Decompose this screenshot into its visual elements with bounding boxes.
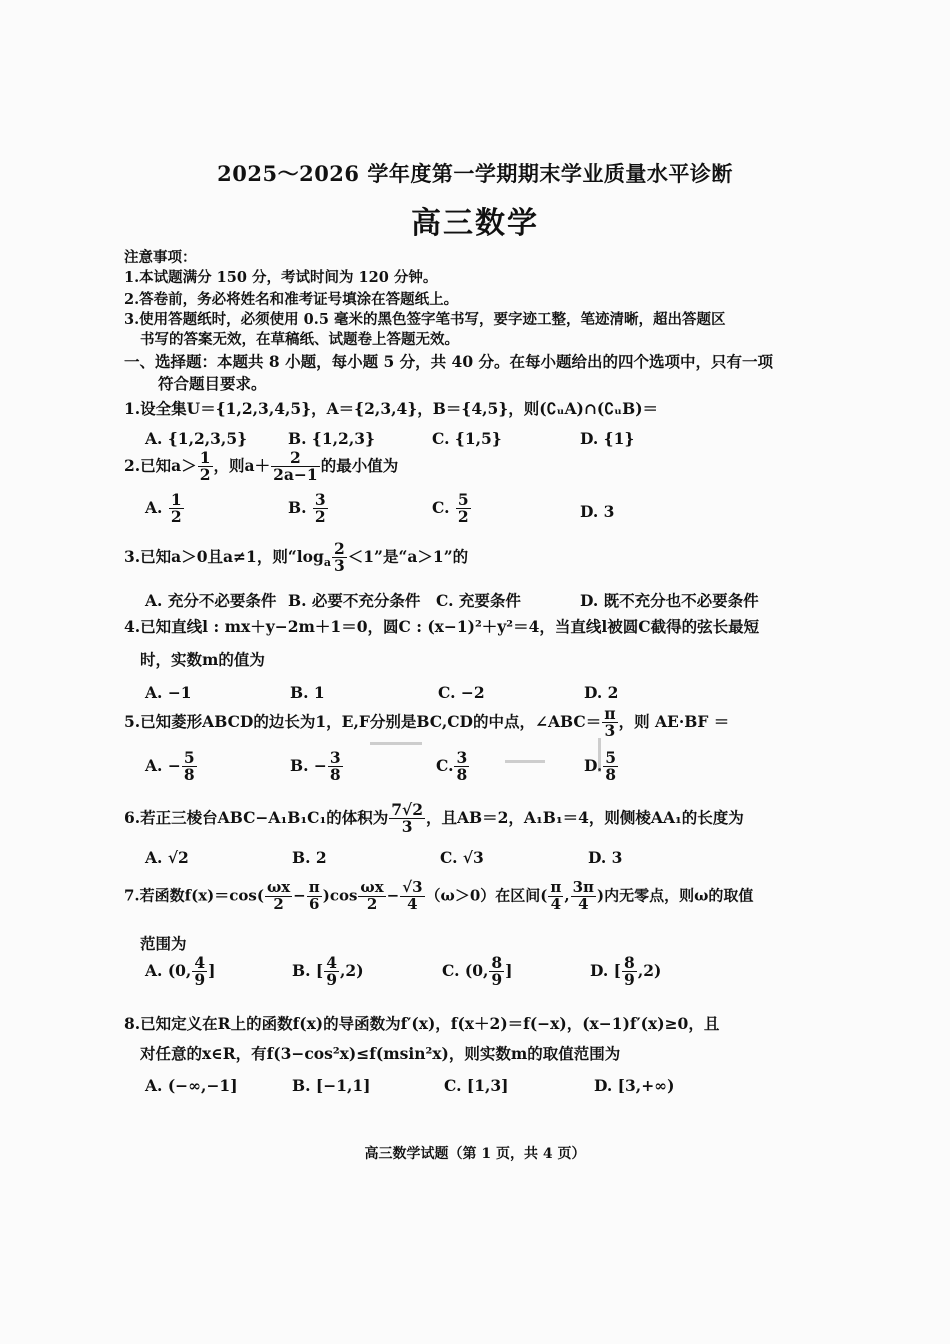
question-2-option-a: A. $\frac{1}{2}$ <box>145 490 182 527</box>
scan-smudge <box>370 742 422 745</box>
section-heading: 一、选择题：本题共 8 小题，每小题 5 分，共 40 分。在每小题给出的四个选项中，只有一项 <box>124 352 774 371</box>
question-4-option-b: B. 1 <box>290 683 325 702</box>
question-8-option-b: B. [−1,1] <box>292 1076 371 1095</box>
question-8-stem-cont: 对任意的x∈R，有f(3−cos²x)≤f(msin²x)，则实数m的取值范围为 <box>140 1044 621 1063</box>
question-5-option-d: D. $\frac{5}{8}$ <box>584 748 617 785</box>
question-3-option-a: A. 充分不必要条件 <box>145 591 277 610</box>
notice-item: 2.答卷前，务必将姓名和准考证号填涂在答题纸上。 <box>124 291 459 308</box>
question-2-option-b: B. $\frac{3}{2}$ <box>288 490 326 527</box>
question-4-option-a: A. −1 <box>145 683 192 702</box>
question-7-stem-cont: 范围为 <box>140 934 187 953</box>
question-6-option-a: A. √2 <box>145 848 189 867</box>
question-6-stem: 6.若正三棱台ABC−A₁B₁C₁的体积为 $\frac{7√2}{3}$ ，且AB＝2，A₁B₁＝4，则侧棱AA₁的长度为 <box>124 800 744 837</box>
question-5-option-a: A. − $\frac{5}{8}$ <box>145 748 195 785</box>
question-7-option-b: B. [ $\frac{4}{9}$ ,2) <box>292 953 364 990</box>
question-5-stem: 5.已知菱形ABCD的边长为1，E,F分别是BC,CD的中点，∠ABC＝ $\frac{\pi}{3}$ ，则 AE·BF ＝ <box>124 704 730 741</box>
question-4-stem-cont: 时，实数m的值为 <box>140 650 265 669</box>
notice-item: 书写的答案无效，在草稿纸、试题卷上答题无效。 <box>140 331 459 348</box>
question-1-option-a: A. {1,2,3,5} <box>145 429 248 448</box>
question-7-stem: 7.若函数f(x)＝cos( $\frac{\omega x}{2}$ − $\frac{\pi}{6}$ )cos $\frac{\omega x}{2}$ − $\frac{√3}{4}$ （ω＞0）在区间( $\frac{\pi}{4}$ , $\frac{3\pi}{4}$ )内无零点，则ω的取值 <box>124 878 754 913</box>
question-8-option-d: D. [3,+∞) <box>594 1076 675 1095</box>
question-2-stem: 2.已知a＞ $\frac{1}{2}$ ，则a＋ $\frac{2}{2a-1}$ 的最小值为 <box>124 448 399 485</box>
question-2-option-c: C. $\frac{5}{2}$ <box>432 490 469 527</box>
page-footer: 高三数学试题（第 1 页，共 4 页） <box>364 1146 586 1162</box>
question-1-option-c: C. {1,5} <box>432 429 502 448</box>
exam-subject: 高三数学 <box>411 206 539 241</box>
question-8-option-c: C. [1,3] <box>444 1076 509 1095</box>
question-7-option-d: D. [ $\frac{8}{9}$ ,2) <box>590 953 662 990</box>
question-1-option-b: B. {1,2,3} <box>288 429 375 448</box>
question-1-option-d: D. {1} <box>580 429 635 448</box>
question-3-option-b: B. 必要不充分条件 <box>288 591 421 610</box>
question-7-option-a: A. (0, $\frac{4}{9}$ ] <box>145 953 216 990</box>
question-3-option-d: D. 既不充分也不必要条件 <box>580 591 759 610</box>
question-8-stem: 8.已知定义在R上的函数f(x)的导函数为f′(x)，f(x＋2)＝f(−x)，(x−1)f′(x)≥0，且 <box>124 1014 720 1033</box>
question-3-stem: 3.已知a＞0且a≠1，则“$\log_a$ $\frac{2}{3}$ ＜1”是“a＞1”的 <box>124 539 469 576</box>
question-5-option-b: B. − $\frac{3}{8}$ <box>290 748 341 785</box>
question-6-option-c: C. √3 <box>440 848 484 867</box>
question-4-stem: 4.已知直线l : mx＋y−2m＋1＝0，圆C : (x−1)²＋y²＝4，当直线l被圆C截得的弦长最短 <box>124 617 760 636</box>
question-5-option-c: C. $\frac{3}{8}$ <box>436 748 468 785</box>
question-6-option-b: B. 2 <box>292 848 327 867</box>
question-8-option-a: A. (−∞,−1] <box>145 1076 238 1095</box>
notice-heading: 注意事项： <box>124 249 197 266</box>
notice-item: 1.本试题满分 150 分，考试时间为 120 分钟。 <box>124 269 438 286</box>
question-1-stem: 1.设全集U＝{1,2,3,4,5}，A＝{2,3,4}，B＝{4,5}，则(∁ᵤA)∩(∁ᵤB)＝ <box>124 399 659 418</box>
section-heading-cont: 符合题目要求。 <box>158 374 267 393</box>
question-3-option-c: C. 充要条件 <box>436 591 521 610</box>
question-4-option-c: C. −2 <box>438 683 485 702</box>
question-2-option-d: D. 3 <box>580 502 615 521</box>
exam-title: 2025～2026 学年度第一学期期末学业质量水平诊断 <box>217 161 733 186</box>
notice-item: 3.使用答题纸时，必须使用 0.5 毫米的黑色签字笔书写，要字迹工整，笔迹清晰，超出答题区 <box>124 311 726 328</box>
question-7-option-c: C. (0, $\frac{8}{9}$ ] <box>442 953 513 990</box>
question-6-option-d: D. 3 <box>588 848 623 867</box>
scan-smudge <box>598 738 601 772</box>
question-4-option-d: D. 2 <box>584 683 619 702</box>
scan-smudge <box>505 760 545 763</box>
